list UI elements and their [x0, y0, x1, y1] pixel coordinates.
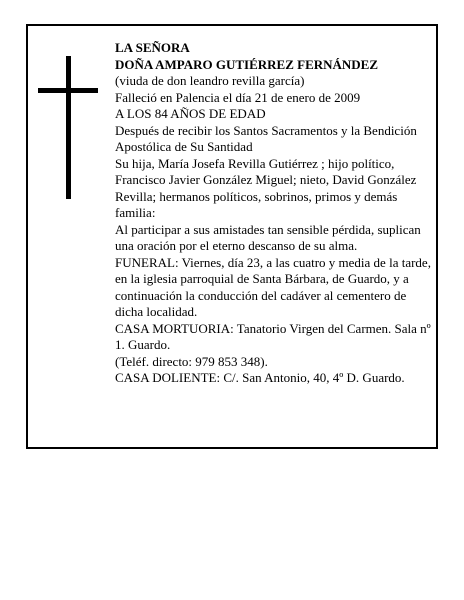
mortuary: CASA MORTUORIA: Tanatorio Virgen del Carmen. Sala nº 1. Guardo. [115, 320, 431, 352]
phone: (Teléf. directo: 979 853 348). [115, 353, 268, 369]
mourning-house: CASA DOLIENTE: C/. San Antonio, 40, 4º D. Guardo. [115, 370, 405, 385]
deceased-name: DOÑA AMPARO GUTIÉRREZ FERNÁNDEZ [115, 56, 379, 72]
prayer-request: Al participar a sus amistades tan sensible pérdida, suplican una oración por el eterno descanso de su alma. [115, 221, 421, 253]
family: Su hija, María Josefa Revilla Gutiérrez ; hijo político, Francisco Javier González Miguel; nieto, David González Revilla; hermanos políticos, sobrinos, primos y demás familia: [115, 155, 417, 220]
obituary-notice [26, 24, 438, 449]
widow-of: (viuda de don leandro revilla garcía) [115, 73, 305, 88]
death-info: Falleció en Palencia el día 21 de enero de 2009 [115, 89, 361, 105]
latin-cross-icon [38, 56, 98, 199]
title-line: LA SEÑORA [115, 40, 190, 55]
cross-horizontal-bar [38, 88, 98, 93]
sacraments: Después de recibir los Santos Sacramentos y la Bendición Apostólica de Su Santidad [115, 122, 417, 154]
funeral: FUNERAL: Viernes, día 23, a las cuatro y media de la tarde, en la iglesia parroquial de Santa Bárbara, de Guardo, y a continuación la conducción del cadáver al cementero de dicha localidad. [115, 254, 431, 319]
cross-vertical-bar [66, 56, 71, 199]
age: A LOS 84 AÑOS DE EDAD [115, 106, 266, 121]
obituary-text [115, 40, 433, 387]
